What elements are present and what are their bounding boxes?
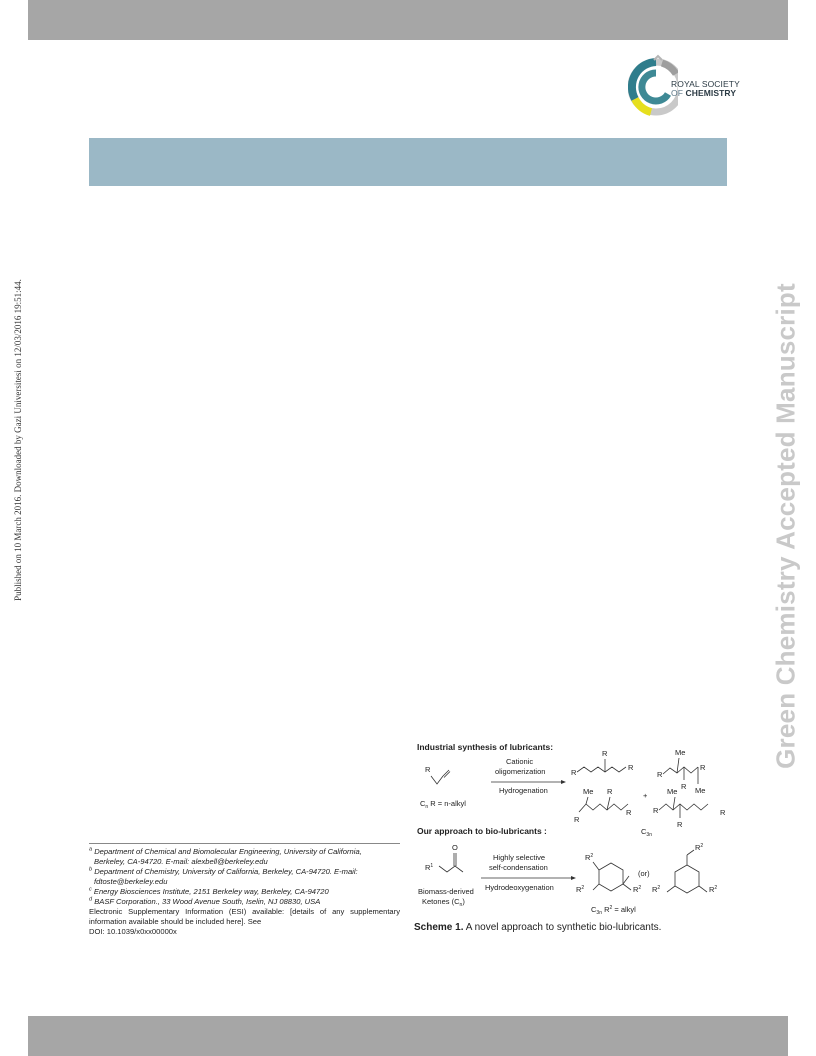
product2-me-top: Me <box>675 748 686 757</box>
cyclohexane-1 <box>599 863 623 891</box>
hydrodeoxygenation-label: Hydrodeoxygenation <box>485 883 554 892</box>
cyclo1-r2-top: $R^2$ <box>585 853 594 862</box>
product3-r-right: R <box>626 808 632 817</box>
product3-chain <box>579 804 628 812</box>
or-label: (or) <box>638 869 650 878</box>
product3-branch-me <box>586 797 588 804</box>
accepted-manuscript-text: Green Chemistry Accepted Manuscript <box>770 283 801 769</box>
product3-r-top: R <box>607 787 613 796</box>
olefin-bond <box>431 776 443 784</box>
logo-line-2-prefix: OF <box>671 88 684 98</box>
reaction-arrow-1-head <box>561 780 566 784</box>
olefin-r-label: R <box>425 765 431 774</box>
cyclo2-r2-right: $R^2$ <box>709 885 718 894</box>
product3-r-left: R <box>574 815 580 824</box>
product2-chain <box>663 767 698 774</box>
product2-r-right: R <box>700 763 706 772</box>
highly-selective-label: Highly selective <box>493 853 546 862</box>
oligomerization-label: oligomerization <box>495 767 546 776</box>
industrial-heading: Industrial synthesis of lubricants: <box>417 742 554 752</box>
esi-note: Electronic Supplementary Information (ESI) available: [details of any supplementary information available should be included here]. See <box>89 907 400 926</box>
product4-r-bottom: R <box>677 820 683 829</box>
cyclo2-r2-left: $R^2$ <box>652 885 661 894</box>
scheme-caption-label: Scheme 1. <box>414 922 464 933</box>
product2-r-bottom: R <box>681 782 687 791</box>
footnote-c: $^c$ Energy Biosciences Institute, 2151 Berkeley way, Berkeley, CA-94720 <box>89 886 329 896</box>
scheme-1 <box>413 740 743 940</box>
product4-chain <box>659 804 708 810</box>
logo-line-1: ROYAL SOCIETY <box>671 79 740 89</box>
product2-branch-me <box>677 758 679 773</box>
ketone-chain <box>439 866 463 872</box>
cyclo2-bond-left <box>667 886 675 892</box>
rsc-logo <box>628 54 740 120</box>
scheme-caption-text: A novel approach to synthetic bio-lubricants. <box>463 922 662 933</box>
bottom-formula: $C_{3n}$ $R^2$ = alkyl <box>591 905 636 916</box>
product4-r-right: R <box>720 808 726 817</box>
product1-chain <box>577 767 626 772</box>
cyclo2-r2-top: $R^2$ <box>695 843 704 852</box>
c3n-label: $C_{3n}$ <box>641 827 652 838</box>
cyclo1-bond-top <box>593 862 599 870</box>
scheme-caption <box>414 922 661 933</box>
our-approach-heading: Our approach to bio-lubricants : <box>417 826 547 836</box>
footer-band <box>28 1016 788 1056</box>
plus-sign: + <box>643 791 648 800</box>
cyclo2-bond-top2 <box>687 850 694 855</box>
doi-note: DOI: 10.1039/x0xx00000x <box>89 927 177 936</box>
product2-r-left: R <box>657 770 663 779</box>
title-bar <box>89 138 727 186</box>
cyclo1-r2-right: $R^2$ <box>633 885 642 894</box>
cyclo1-methyl <box>623 876 629 884</box>
product1-r-left: R <box>571 768 577 777</box>
product1-r-top: R <box>602 749 608 758</box>
publication-stamp-text: Published on 10 March 2016. Downloaded by Gazi Universitesi on 12/03/2016 19:51:44. <box>13 279 23 601</box>
cationic-label: Cationic <box>506 757 534 766</box>
ketone-oxygen: O <box>452 843 458 852</box>
logo-line-2-main: CHEMISTRY <box>685 88 737 98</box>
product1-r-right: R <box>628 763 634 772</box>
self-condensation-label: self-condensation <box>489 863 548 872</box>
footnote-a: $^a$ Department of Chemical and Biomolecular Engineering, University of California, Berkeley, CA-94720. E-mail: alexbell@berkeley.edu <box>89 846 362 866</box>
cyclo1-bond-left <box>593 884 599 890</box>
reaction-arrow-2-head <box>571 876 576 880</box>
footnote-rule <box>89 843 400 844</box>
footnotes <box>89 843 400 937</box>
scheme-drawing <box>413 740 743 940</box>
footnote-b: $^b$ Department of Chemistry, University of California, Berkeley, CA-94720. E-mail: fdtoste@berkeley.edu <box>89 866 358 886</box>
cyclo2-bond-right <box>699 886 707 892</box>
product3-me: Me <box>583 787 594 796</box>
product4-r-left: R <box>653 806 659 815</box>
logo-line-2 <box>671 88 736 98</box>
hydrogenation-label: Hydrogenation <box>499 786 548 795</box>
ketone-r1: $R^1$ <box>425 863 434 872</box>
footnote-d: $^d$ BASF Corporation., 33 Wood Avenue South, Iselin, NJ 08830, USA <box>89 896 321 906</box>
olefin-cn: $C_n$ R = n-alkyl <box>420 799 466 810</box>
cyclohexane-2 <box>675 865 699 893</box>
product4-me: Me <box>667 787 678 796</box>
biomass-line-2: Ketones $(C_n)$ <box>422 897 465 908</box>
biomass-line-1: Biomass-derived <box>418 887 474 896</box>
cyclo1-bond-right <box>623 884 631 890</box>
product2-me-bottom: Me <box>695 786 706 795</box>
cyclo1-r2-left: $R^2$ <box>576 885 585 894</box>
header-band <box>28 0 788 40</box>
